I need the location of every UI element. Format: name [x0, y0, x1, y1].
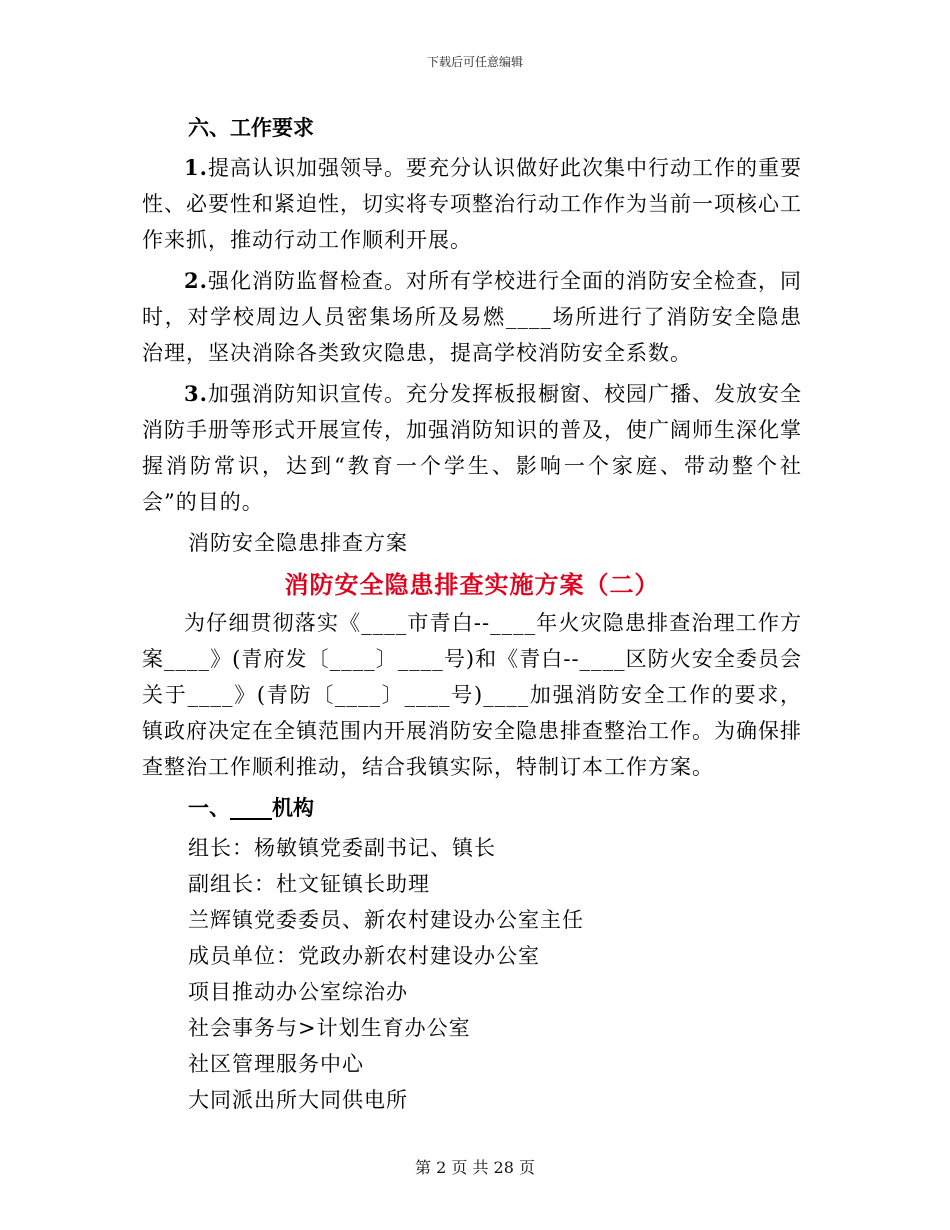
item-text: 加强消防知识宣传。充分发挥板报橱窗、校园广播、发放安全消防手册等形式开展宣传，加强消防知识的普及，使广阔师生深化掌握消防常识，达到“教育一个学生、影响一个家庭、带动整个社会”的目的。	[142, 382, 802, 514]
requirement-item-3	[142, 376, 802, 520]
item-text: 提高认识加强领导。要充分认识做好此次集中行动工作的重要性、必要性和紧迫性，切实将专项整治行动工作作为当前一项核心工作来抓，推动行动工作顺利开展。	[142, 156, 802, 252]
requirement-item-1	[142, 150, 802, 258]
item-number: 2.	[184, 268, 208, 293]
member-line: 副组长：杜文钲镇长助理	[188, 872, 430, 896]
section-heading-work-requirements: 六、工作要求	[188, 115, 314, 140]
member-line: 社区管理服务中心	[188, 1052, 364, 1076]
header-note: 下载后可任意编辑	[426, 55, 523, 69]
member-line: 社会事务与>计划生育办公室	[188, 1016, 471, 1040]
plain-subtitle: 消防安全隐患排查方案	[188, 531, 408, 555]
member-line: 成员单位：党政办新农村建设办公室	[188, 944, 540, 968]
intro-paragraph: 为仔细贯彻落实《____市青白--____年火灾隐患排查治理工作方案____》(青府发〔____〕____号)和《青白--____区防火安全委员会关于____》(青防〔____〕____号)____加强消防安全工作的要求，镇政府决定在全镇范围内开展消防安全隐患排查整治工作。为确保排查整治工作顺利推动，结合我镇实际，特制订本工作方案。	[142, 611, 802, 779]
member-line: 项目推动办公室综治办	[188, 980, 408, 1004]
member-line: 兰辉镇党委委员、新农村建设办公室主任	[188, 908, 584, 932]
page-number-footer: 第 2 页 共 28 页	[415, 1158, 535, 1177]
section-heading-organization: 一、____机构	[188, 795, 314, 820]
member-line: 大同派出所大同供电所	[188, 1088, 408, 1112]
requirement-item-2	[142, 263, 802, 371]
document-title: 消防安全隐患排查实施方案（二）	[284, 570, 660, 599]
item-number: 3.	[184, 381, 208, 406]
document-body	[142, 110, 802, 1118]
item-text: 强化消防监督检查。对所有学校进行全面的消防安全检查，同时，对学校周边人员密集场所及易燃____场所进行了消防安全隐患治理，坚决消除各类致灾隐患，提高学校消防安全系数。	[142, 269, 802, 365]
item-number: 1.	[184, 155, 208, 180]
member-line: 组长：杨敏镇党委副书记、镇长	[188, 836, 496, 860]
